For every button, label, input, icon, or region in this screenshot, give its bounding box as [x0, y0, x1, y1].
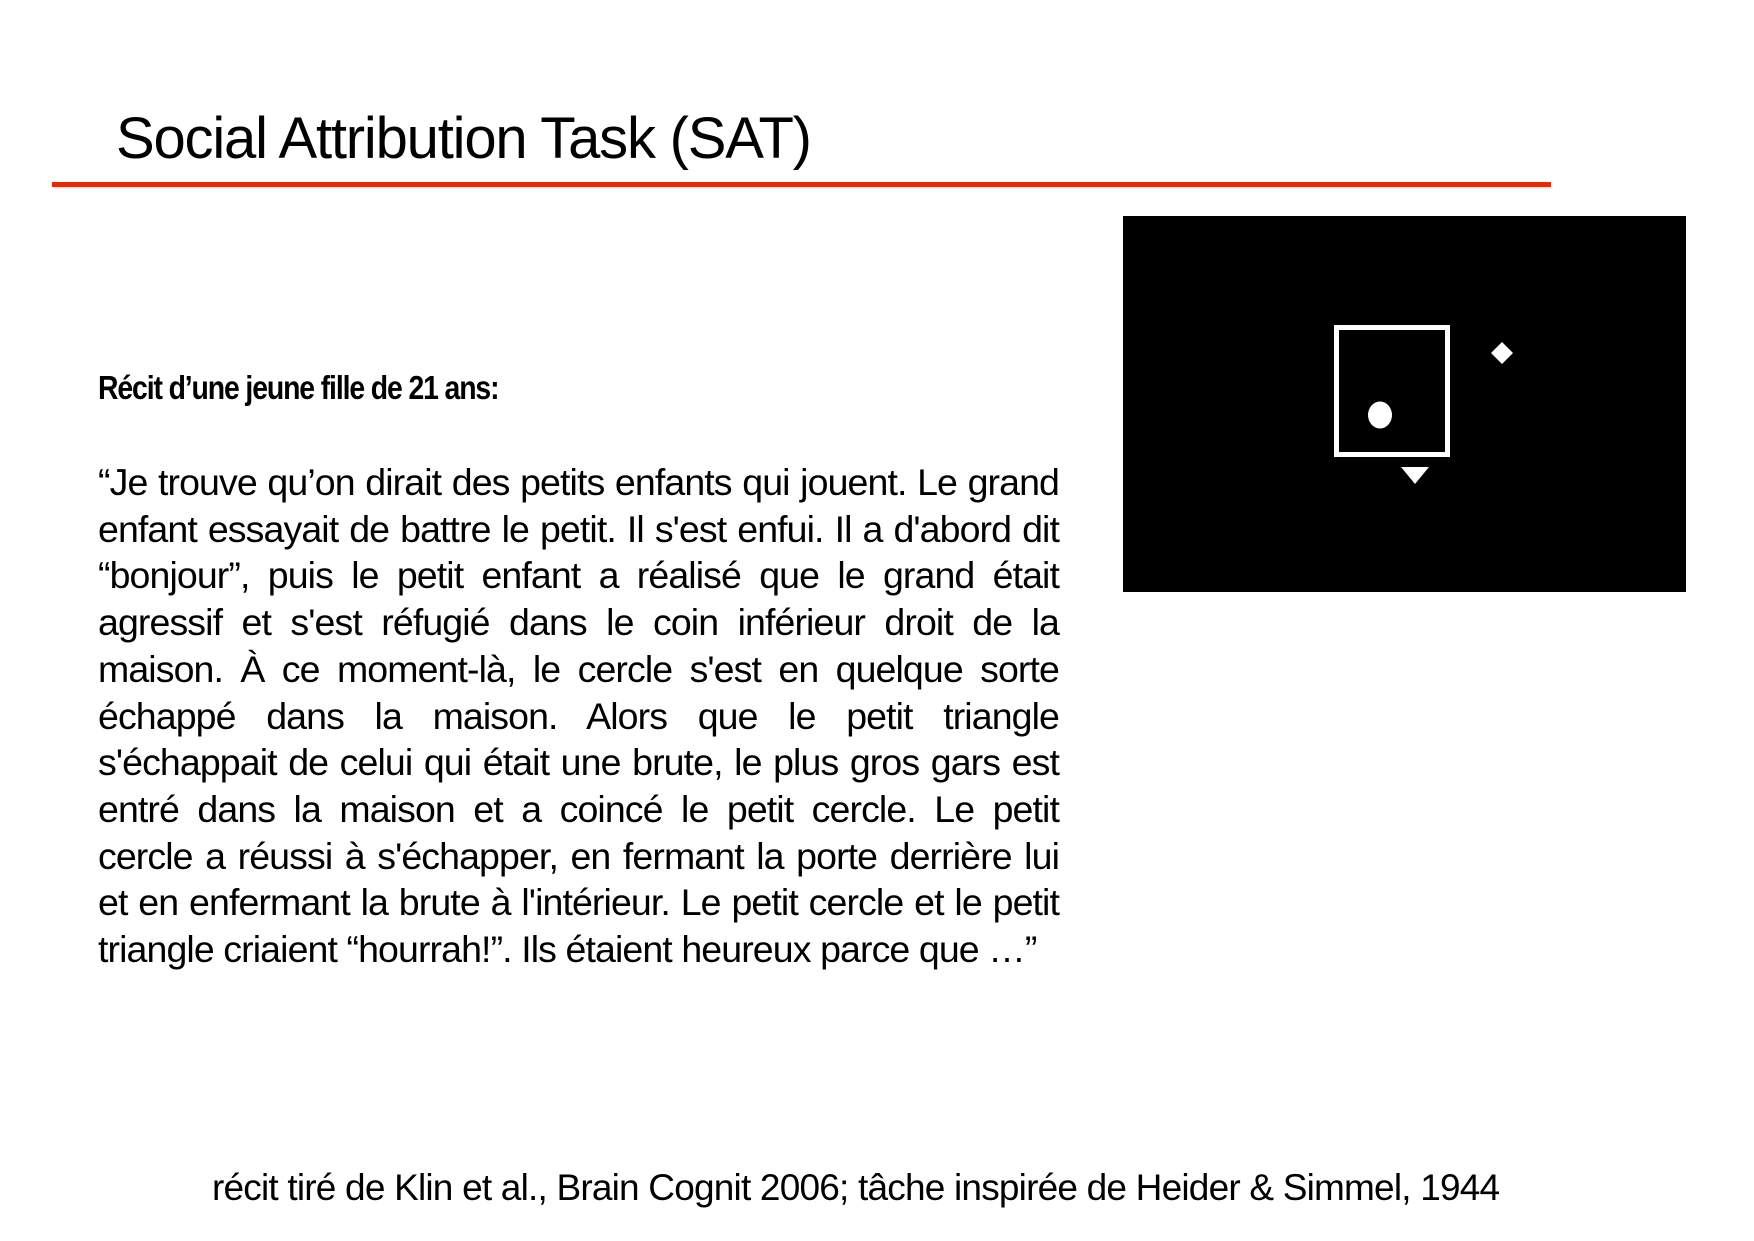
narrative-subheading: Récit d’une jeune fille de 21 ans: [98, 369, 499, 406]
small-diamond-icon [1491, 342, 1513, 364]
small-circle-icon [1368, 402, 1392, 429]
house-square-icon [1337, 328, 1448, 455]
heider-simmel-stimulus-image [1123, 216, 1686, 592]
stimulus-shapes [1123, 216, 1686, 592]
small-triangle-icon [1401, 467, 1429, 484]
narrative-quote: “Je trouve qu’on dirait des petits enfants qui jouent. Le grand enfant essayait de battre le petit. Il s'est enfui. Il a d'abord dit “bonjour”, puis le petit enfant a réalisé que le grand était agressif et s'est réfugié dans le coin inférieur droit de la maison. À ce moment-là, le cercle s'est en quelque sorte échappé dans la maison. Alors que le petit triangle s'échappait de celui qui était une brute, le plus gros gars est entré dans la maison et a coincé le petit cercle. Le petit cercle a réussi à s'échapper, en fermant la porte derrière lui et en enfermant la brute à l'intérieur. Le petit cercle et le petit triangle criaient “hourrah!”. Ils étaient heureux parce que …” [98, 461, 1059, 971]
citation-footer: récit tiré de Klin et al., Brain Cognit 2006; tâche inspirée de Heider & Simmel, 1944 [212, 1167, 1500, 1208]
slide-title: Social Attribution Task (SAT) [116, 106, 811, 171]
title-underline-rule [52, 182, 1551, 187]
